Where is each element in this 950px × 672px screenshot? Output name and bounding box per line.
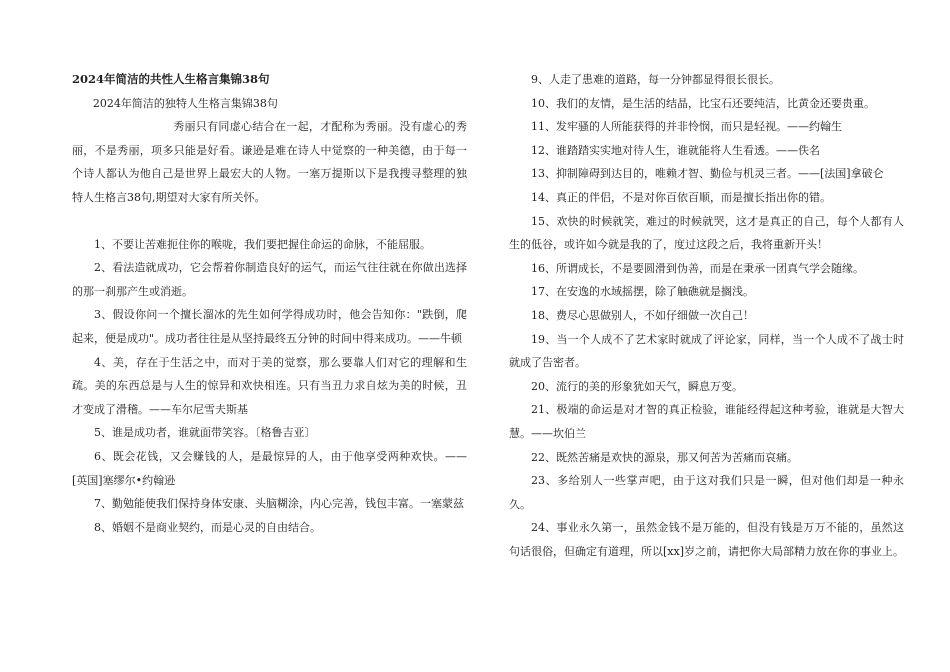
quote-list-right bbox=[509, 68, 904, 563]
quote-item: 18、费尽心思做别人，不如仔细做一次自己！ bbox=[531, 308, 754, 322]
quote-item: 23、多给别人一些掌声吧，由于这对我们只是一瞬，但对他们却是一种永久。 bbox=[509, 474, 904, 511]
document-title: 2024年简洁的共性人生格言集锦38句 bbox=[72, 72, 270, 86]
quote-item: 6、既会花钱，又会赚钱的人，是最惊异的人，由于他享受两种欢快。——[英国]塞缪尔•约翰逊 bbox=[72, 449, 467, 487]
quote-item: 10、我们的友情，是生活的结晶，比宝石还要纯洁，比黄金还要贵重。 bbox=[531, 96, 875, 110]
quote-item: 12、谁踏踏实实地对待人生，谁就能将人生看透。——佚名 bbox=[531, 143, 820, 157]
quote-item: 1、不要让苦难扼住你的喉咙，我们要把握住命运的命脉，不能屈服。 bbox=[94, 237, 431, 251]
right-column bbox=[509, 68, 904, 563]
quote-item: 9、人走了患难的道路，每一分钟都显得很长很长。 bbox=[531, 73, 780, 86]
quote-list-left bbox=[72, 233, 467, 540]
quote-item: 15、欢快的时候就笑，难过的时候就哭，这才是真正的自己，每个人都有人生的低谷，或许如今就是我的了，度过这段之后，我将重新开头！ bbox=[509, 214, 904, 252]
quote-item: 19、当一个人成不了艺术家时就成了评论家，同样，当一个人成不了战士时就成了告密者。 bbox=[509, 332, 904, 370]
quote-item: 22、既然苦痛是欢快的源泉，那又何苦为苦痛而哀痛。 bbox=[531, 450, 798, 464]
quote-item: 24、事业永久第一，虽然金钱不是万能的，但没有钱是万万不能的，虽然这句话很俗，但确定有道理，所以[xx]岁之前，请把你大局部精力放在你的事业上。 bbox=[509, 521, 904, 558]
quote-item: 14、真正的伴侣，不是对你百依百顺，而是擅长指出你的错。 bbox=[531, 190, 831, 204]
quote-item: 17、在安逸的水域摇摆，除了触礁就是搁浅。 bbox=[531, 285, 754, 299]
intro-paragraph: 秀丽只有同虚心结合在一起，才配称为秀丽。没有虚心的秀丽，不是秀丽，项多只能是好看。谦逊是难在诗人中觉察的一种美德，由于每一个诗人都认为他自己是世界上最宏大的人物。一塞万提斯以下是我搜寻整理的独特人生格言38句,期望对大家有所关怀。 bbox=[72, 120, 467, 204]
left-column bbox=[72, 68, 467, 539]
quote-item: 2、看法造就成功，它会帮着你制造良好的运气，而运气往往就在你做出选择的那一刹那产生或消逝。 bbox=[72, 261, 467, 298]
quote-item: 16、所谓成长，不是要圆滑到伪善，而是在秉承一团真气学会随缘。 bbox=[531, 261, 864, 275]
document-subtitle: 2024年简洁的独特人生格言集锦38句 bbox=[92, 96, 278, 110]
quote-item: 5、谁是成功者，谁就面带笑容。〔格鲁吉亚〕 bbox=[94, 426, 316, 440]
paragraph-gap bbox=[72, 210, 467, 233]
quote-item: 7、勤勉能使我们保持身体安康、头脑糊涂，内心完善，钱包丰富。一塞蒙兹 bbox=[94, 497, 464, 511]
quote-item: 3、假设你问一个擅长溜冰的先生如何学得成功时，他会告知你："跌倒，爬起来，便是成功"。成功者往往是从坚持最终五分钟的时间中得来成功。——牛顿 bbox=[72, 308, 467, 345]
quote-item: 4、美，存在于生活之中，而对于美的觉察，那么要靠人们对它的理解和生疏。美的东西总是与人生的惊异和欢快相连。只有当丑力求自炫为美的时候，丑才变成了滑稽。——车尔尼雪夫斯基 bbox=[72, 355, 467, 416]
quote-item: 21、极端的命运是对才智的真正检验，谁能经得起这种考验，谁就是大智大慧。——坎伯兰 bbox=[509, 403, 904, 440]
quote-item: 11、发牢骚的人所能获得的并非怜悯，而只是轻视。——约翰生 bbox=[531, 120, 842, 134]
quote-item: 20、流行的美的形象犹如天气，瞬息万变。 bbox=[531, 379, 743, 393]
quote-item: 8、婚姻不是商业契约，而是心灵的自由结合。 bbox=[94, 520, 321, 534]
quote-item: 13、抑制障碍到达目的，唯赖才智、勤俭与机灵三者。——[法国]拿破仑 bbox=[531, 167, 884, 181]
